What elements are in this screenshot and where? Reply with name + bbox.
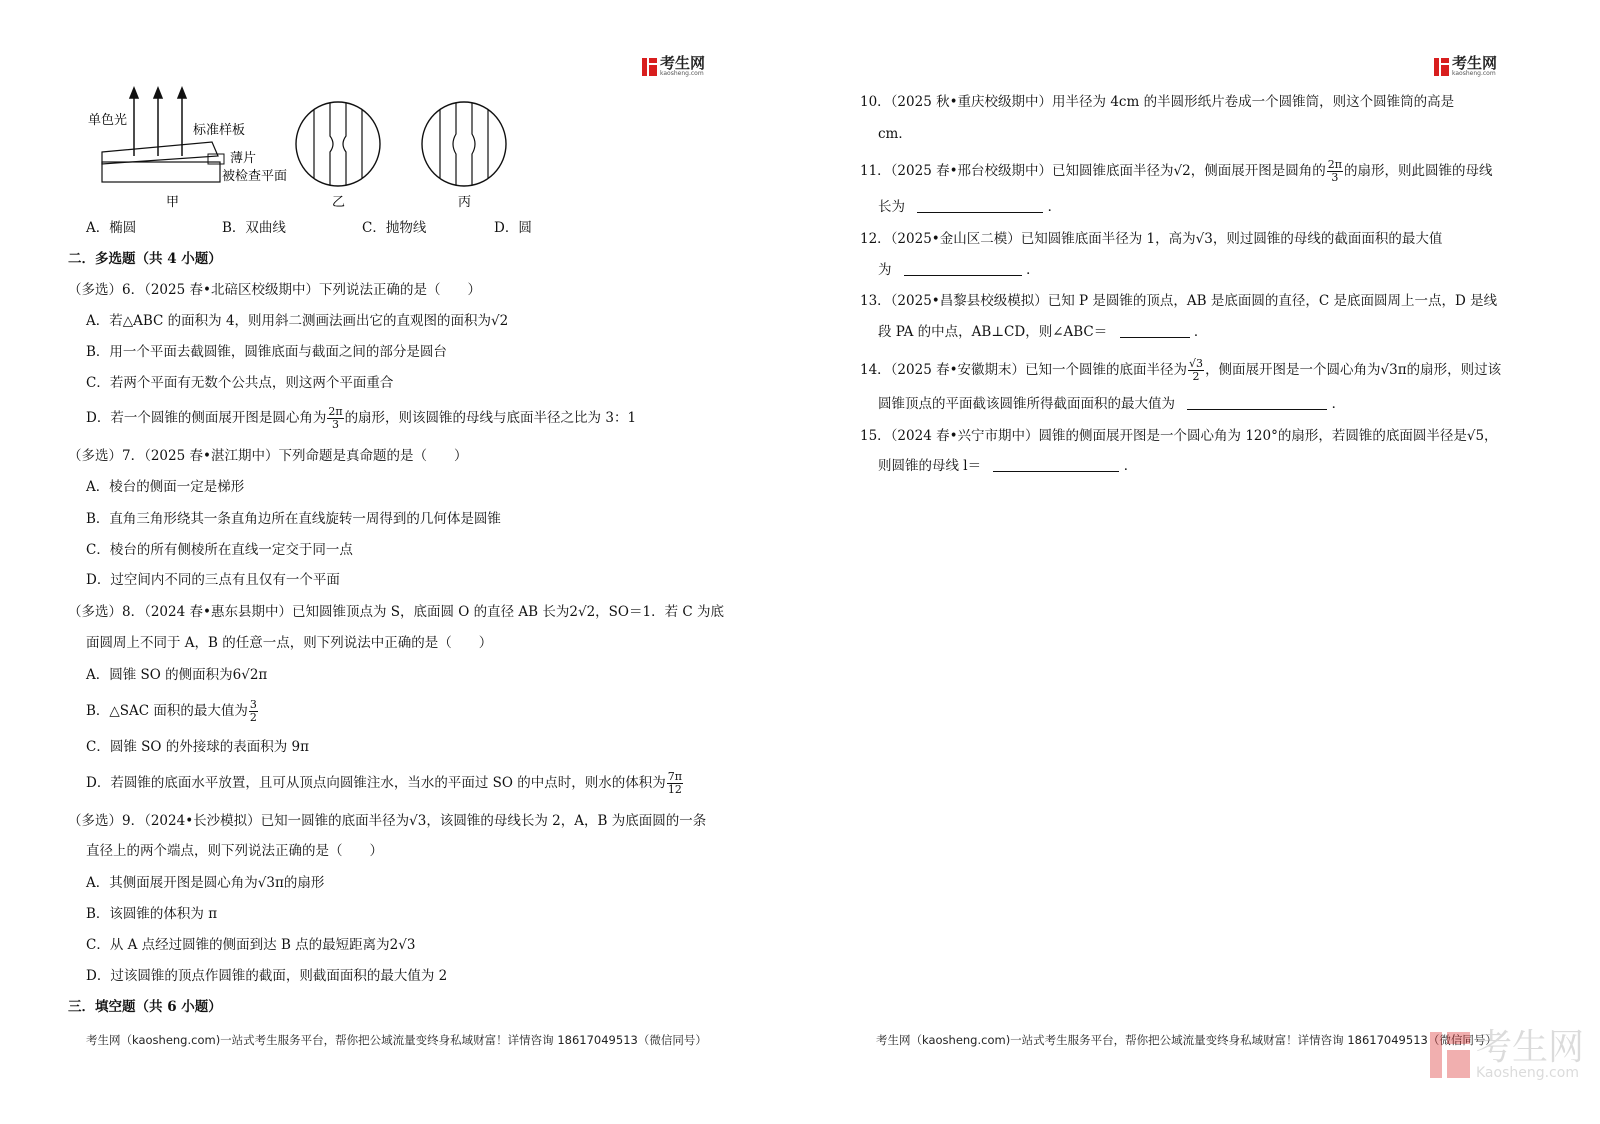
q15-line1: 15．（2024 春•兴宁市期中）圆锥的侧面展开图是一个圆心角为 120°的扇形，若圆锥的底面圆半径是√5， [860, 428, 1498, 444]
q6-option-d: D．若一个圆锥的侧面展开图是圆心角为 $\frac{2\pi}{3}$ 的扇形，则该圆锥的母线与底面半径之比为 3：1 [86, 405, 637, 431]
label-jia: 甲 [166, 195, 180, 210]
fraction: $\frac{√3}{2}$ [1189, 357, 1204, 383]
q8-option-d: D．若圆锥的底面水平放置，且可从顶点向圆锥注水，当水的平面过 SO 的中点时，则水的体积为 $\frac{7\pi}{12}$ [86, 770, 682, 796]
fraction: $\frac{2\pi}{3}$ [1327, 158, 1342, 184]
q13-line1: 13．（2025•昌黎县校级模拟）已知 P 是圆锥的顶点，AB 是底面圆的直径，C 是底面圆周上一点，D 是线 [860, 293, 1498, 309]
fraction: $\frac{2\pi}{3}$ [328, 405, 343, 431]
q6-option-c: C．若两个平面有无数个公共点，则这两个平面重合 [86, 375, 394, 391]
q11-line1: 11．（2025 春•邢台校级期中）已知圆锥底面半径为√2，侧面展开图是圆角的 $\frac{2\pi}{3}$ 的扇形，则此圆锥的母线 [860, 158, 1493, 184]
q7-stem: （多选）7．（2025 春•湛江期中）下列命题是真命题的是（ ） [68, 448, 468, 464]
q9-option-b: B．该圆锥的体积为 π [86, 906, 218, 922]
q8-stem-line2: 面圆周上不同于 A，B 的任意一点，则下列说法中正确的是（ ） [86, 635, 493, 651]
answer-blank[interactable] [1187, 395, 1327, 410]
section-2-heading: 二．多选题（共 4 小题） [68, 251, 222, 267]
q5-option-b: B．双曲线 [222, 220, 286, 236]
q8-option-b: B．△SAC 面积的最大值为 $\frac{3}{2}$ [86, 698, 257, 724]
interference-figure [80, 84, 520, 214]
answer-blank[interactable] [1120, 323, 1190, 338]
light-arrows-icon [130, 88, 186, 156]
q9-stem-line2: 直径上的两个端点，则下列说法正确的是（ ） [86, 843, 383, 859]
q9-option-c: C．从 A 点经过圆锥的侧面到达 B 点的最短距离为2√3 [86, 937, 416, 953]
q14-line2: 圆锥顶点的平面截该圆锥所得截面面积的最大值为 ． [878, 396, 1346, 412]
logo: 考生网 kaosheng.com [1434, 56, 1497, 77]
q10-line1: 10．（2025 秋•重庆校级期中）用半径为 4cm 的半圆形纸片卷成一个圆锥筒，则这个圆锥筒的高是 [860, 94, 1455, 110]
watermark-icon [1430, 1032, 1470, 1078]
footer: 考生网（kaosheng.com)一站式考生服务平台，帮你把公域流量变终身私域财富！详情咨询 18617049513（微信同号） [876, 1033, 1497, 1047]
q5-option-c: C．抛物线 [362, 220, 427, 236]
q6-option-b: B．用一个平面去截圆锥，圆锥底面与截面之间的部分是圆台 [86, 344, 447, 360]
label-plane: 被检查平面 [222, 169, 288, 184]
fringe-pattern-yi [296, 102, 380, 186]
q14-line1: 14．（2025 春•安徽期末）已知一个圆锥的底面半径为 $\frac{√3}{2}$ ，侧面展开图是一个圆心角为√3π的扇形，则过该 [860, 357, 1502, 383]
q7-option-c: C．棱台的所有侧棱所在直线一定交于同一点 [86, 542, 353, 558]
logo: 考生网 kaosheng.com [642, 56, 705, 77]
q9-option-d: D．过该圆锥的顶点作圆锥的截面，则截面面积的最大值为 2 [86, 968, 448, 984]
answer-blank[interactable] [993, 457, 1119, 472]
q7-option-d: D．过空间内不同的三点有且仅有一个平面 [86, 572, 340, 588]
q9-option-a: A．其侧面展开图是圆心角为√3π的扇形 [86, 875, 325, 891]
footer: 考生网（kaosheng.com)一站式考生服务平台，帮你把公域流量变终身私域财富！详情咨询 18617049513（微信同号） [86, 1033, 707, 1047]
logo-icon [1434, 58, 1449, 76]
watermark-logo: 考生网 Kaosheng.com [1430, 1030, 1584, 1080]
label-yi: 乙 [332, 195, 346, 210]
q12-line1: 12．（2025•金山区二模）已知圆锥底面半径为 1，高为√3，则过圆锥的母线的截面面积的最大值 [860, 231, 1443, 247]
label-plate: 标准样板 [193, 123, 246, 138]
section-3-heading: 三．填空题（共 6 小题） [68, 999, 222, 1015]
q7-option-b: B．直角三角形绕其一条直角边所在直线旋转一周得到的几何体是圆锥 [86, 511, 501, 527]
right-page [800, 0, 1600, 1124]
q15-line2: 则圆锥的母线 l＝ ． [878, 458, 1138, 474]
answer-blank[interactable] [904, 261, 1022, 276]
q8-option-a: A．圆锥 SO 的侧面积为6√2π [86, 667, 268, 683]
q8-option-c: C．圆锥 SO 的外接球的表面积为 9π [86, 739, 309, 755]
q7-option-a: A．棱台的侧面一定是梯形 [86, 479, 245, 495]
logo-icon [642, 58, 657, 76]
label-light: 单色光 [88, 113, 128, 128]
q12-line2: 为 ． [878, 262, 1040, 278]
fraction: $\frac{7\pi}{12}$ [667, 770, 682, 796]
fringe-pattern-bing [422, 102, 506, 186]
q6-stem: （多选）6．（2025 春•北碚区校级期中）下列说法正确的是（ ） [68, 282, 481, 298]
fraction: $\frac{3}{2}$ [249, 698, 257, 724]
answer-blank[interactable] [917, 198, 1043, 213]
q5-option-a: A．椭圆 [86, 220, 137, 236]
q6-option-a: A．若△ABC 的面积为 4，则用斜二测画法画出它的直观图的面积为√2 [86, 313, 509, 329]
label-bing: 丙 [458, 195, 472, 210]
label-sheet: 薄片 [230, 151, 257, 166]
q11-line2: 长为 ． [878, 199, 1062, 215]
q8-stem-line1: （多选）8．（2024 春•惠东县期中）已知圆锥顶点为 S，底面圆 O 的直径 AB 长为2√2，SO＝1．若 C 为底 [68, 604, 724, 620]
q5-option-d: D．圆 [494, 220, 532, 236]
q10-line2: cm． [878, 126, 912, 142]
q13-line2: 段 PA 的中点，AB⊥CD，则∠ABC＝ ． [878, 324, 1208, 340]
q9-stem-line1: （多选）9．（2024•长沙模拟）已知一圆锥的底面半径为√3，该圆锥的母线长为 2，A，B 为底面圆的一条 [68, 813, 707, 829]
